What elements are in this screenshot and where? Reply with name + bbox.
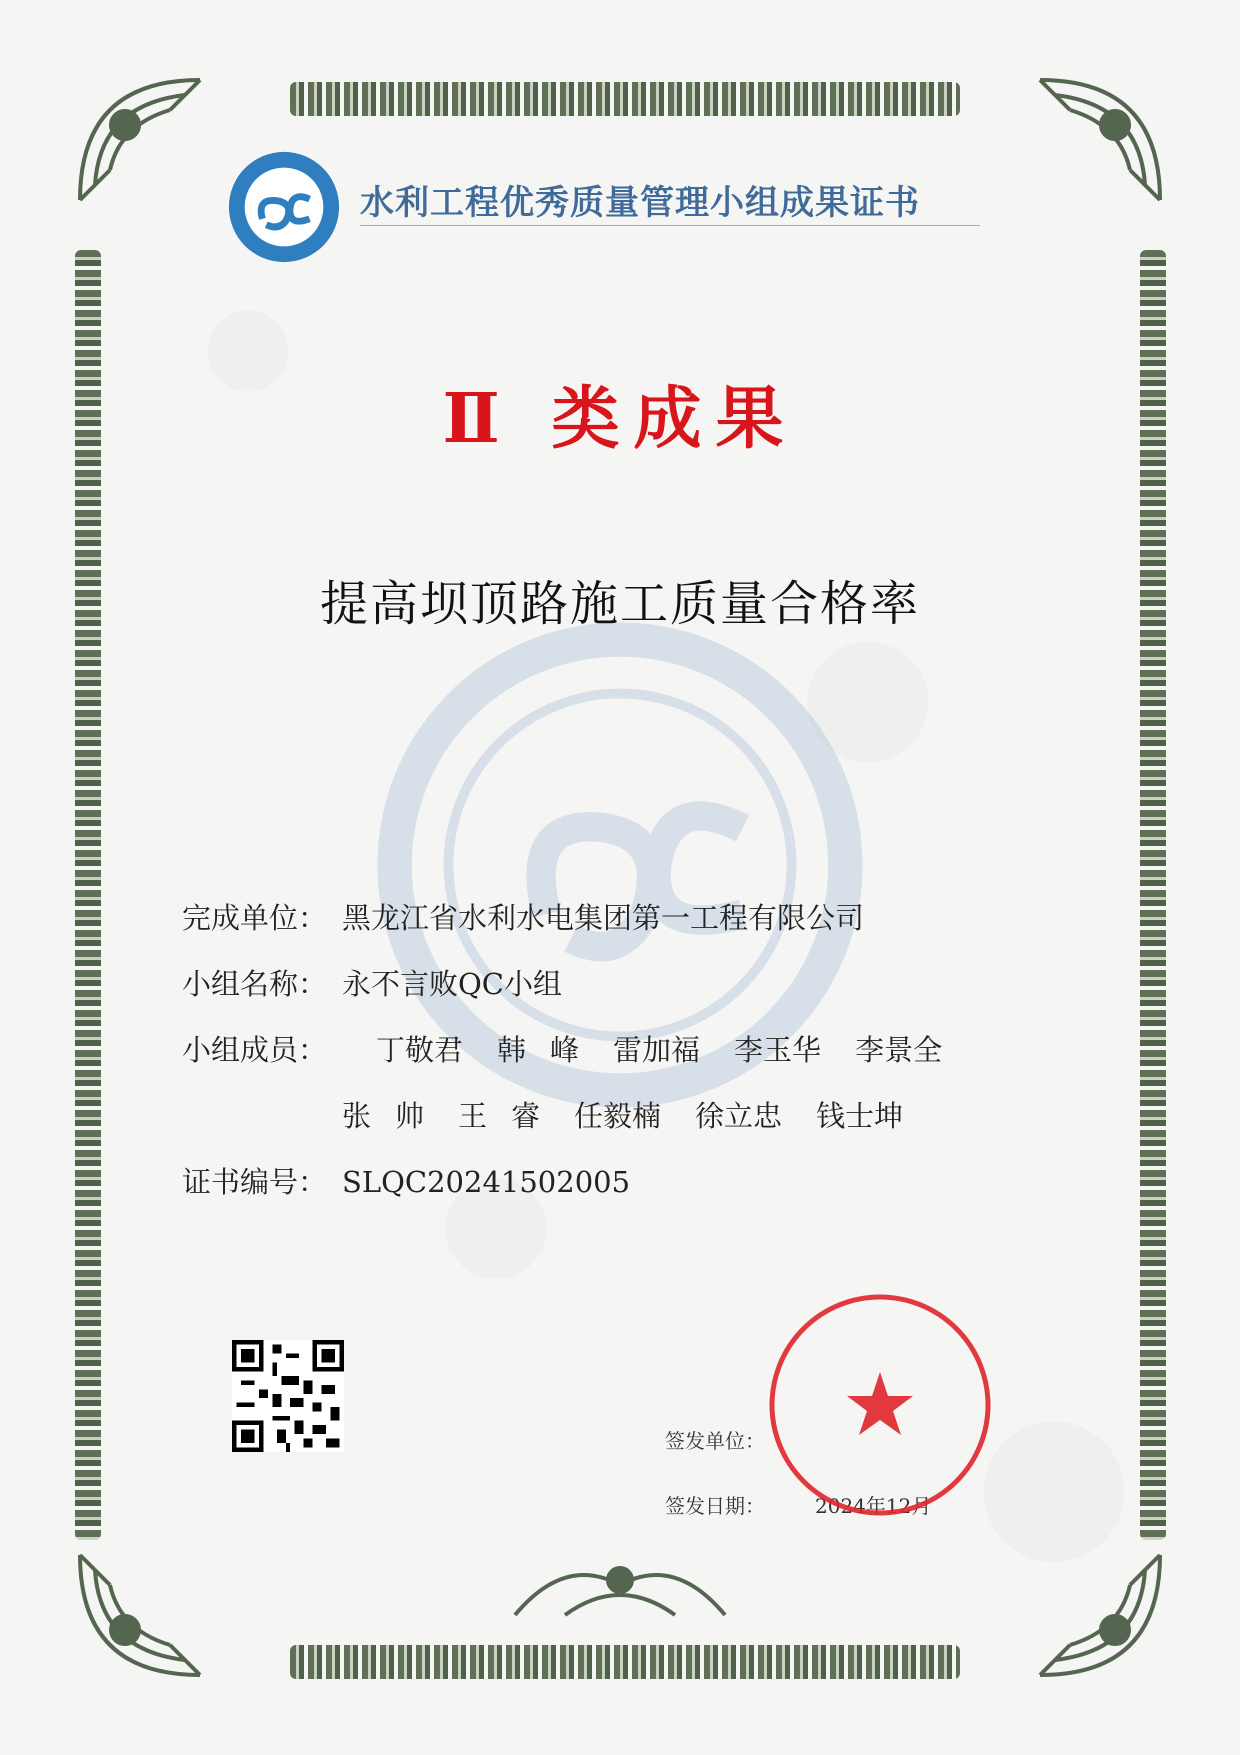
member-name: 韩峰 <box>497 1033 604 1067</box>
certificate-number-label: 证书编号： <box>182 1165 328 1199</box>
member-name: 丁敬君 <box>376 1033 464 1067</box>
group-name-label: 小组名称： <box>182 967 328 1001</box>
member-name: 李玉华 <box>734 1033 822 1067</box>
member-name: 雷加福 <box>613 1033 701 1067</box>
member-name: 徐立忠 <box>695 1099 783 1133</box>
group-members-label: 小组成员： <box>182 1033 328 1067</box>
issue-date-value: 2024年12月 <box>815 1494 932 1518</box>
completion-unit-label: 完成单位： <box>182 901 328 935</box>
member-name: 王睿 <box>458 1099 565 1133</box>
border-bottom-ornament <box>290 1645 960 1679</box>
qr-code[interactable] <box>232 1340 344 1452</box>
corner-ornament-bottom-right <box>1030 1545 1170 1685</box>
corner-ornament-top-left <box>70 70 210 210</box>
bottom-center-ornament <box>505 1545 735 1625</box>
group-name-row <box>182 962 562 1003</box>
group-name-value: 永不言败QC小组 <box>342 967 562 1001</box>
member-name: 任毅楠 <box>574 1099 662 1133</box>
completion-unit-row <box>182 896 864 937</box>
border-top-ornament <box>290 82 960 116</box>
corner-ornament-bottom-left <box>70 1545 210 1685</box>
award-category-title: Ⅱ 类成果 <box>442 379 798 459</box>
issuing-unit-label: 签发单位： <box>665 1429 765 1453</box>
member-name: 李景全 <box>855 1033 943 1067</box>
member-name: 张帅 <box>342 1099 449 1133</box>
certificate-number-value: SLQC20241502005 <box>342 1165 631 1199</box>
project-title: 提高坝顶路施工质量合格率 <box>319 576 920 632</box>
issue-date-label: 签发日期： <box>665 1494 765 1518</box>
corner-ornament-top-right <box>1030 70 1170 210</box>
completion-unit-value: 黑龙江省水利水电集团第一工程有限公司 <box>342 901 865 935</box>
member-name: 钱士坤 <box>816 1099 904 1133</box>
issuing-unit-row <box>665 1425 765 1454</box>
association-logo <box>225 148 343 266</box>
group-members-row-2 <box>342 1094 937 1135</box>
group-members-row-1 <box>182 1028 976 1069</box>
certificate-number-row <box>182 1160 630 1201</box>
certificate-header-title: 水利工程优秀质量管理小组成果证书 <box>360 175 980 226</box>
official-seal-stamp <box>765 1290 995 1520</box>
